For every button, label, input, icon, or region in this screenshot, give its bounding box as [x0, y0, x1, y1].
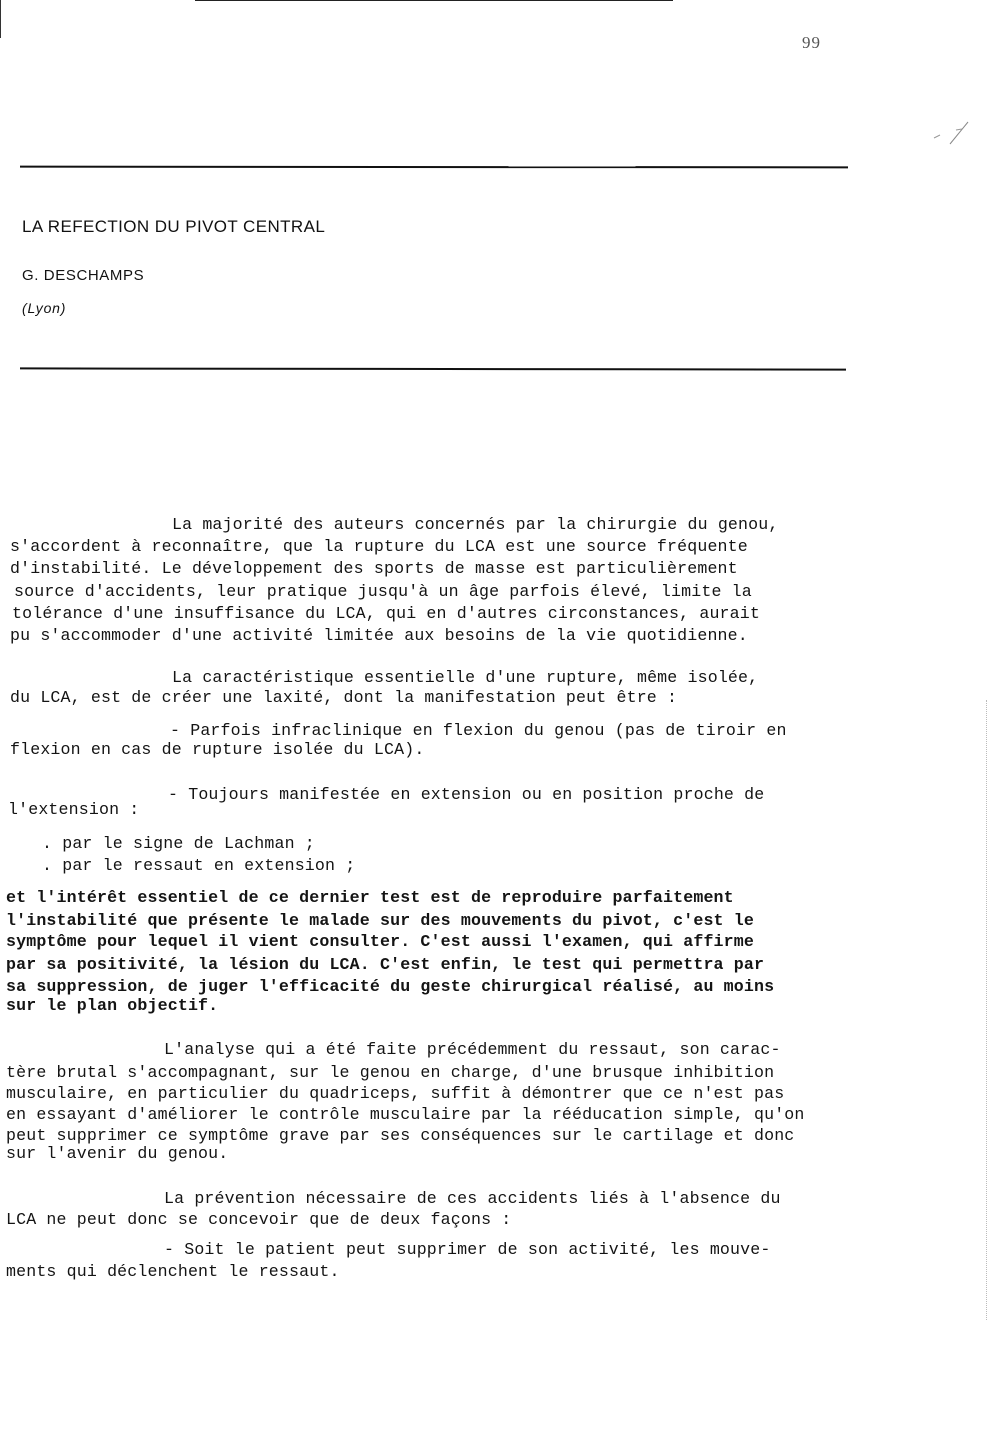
text-line: sa suppression, de juger l'efficacité du geste chirurgical réalisé, au moins — [6, 977, 775, 996]
text-line: LCA ne peut donc se concevoir que de deux façons : — [6, 1210, 512, 1229]
text-line: peut supprimer ce symptôme grave par ses conséquences sur le cartilage et donc — [6, 1126, 795, 1145]
text-line: L'analyse qui a été faite précédemment du ressaut, son carac- — [164, 1040, 781, 1059]
article-title: LA REFECTION DU PIVOT CENTRAL — [22, 217, 326, 236]
text-line: et l'intérêt essentiel de ce dernier test est de reproduire parfaitement — [6, 888, 734, 907]
text-line: flexion en cas de rupture isolée du LCA). — [10, 740, 425, 759]
text-line: du LCA, est de créer une laxité, dont la manifestation peut être : — [10, 688, 678, 707]
text-line: symptôme pour lequel il vient consulter. C'est aussi l'examen, qui affirme — [6, 932, 754, 951]
text-line: ments qui déclenchent le ressaut. — [6, 1262, 340, 1281]
text-line: - Toujours manifestée en extension ou en position proche de — [168, 785, 765, 804]
text-line: La prévention nécessaire de ces accidents liés à l'absence du — [164, 1189, 781, 1208]
author-name: G. DESCHAMPS — [22, 267, 145, 284]
list-item: . par le ressaut en extension ; — [42, 856, 356, 875]
text-line: - Parfois infraclinique en flexion du genou (pas de tiroir en — [170, 721, 787, 740]
scan-edge-artifact — [986, 700, 987, 1320]
text-line: s'accordent à reconnaître, que la rupture du LCA est une source fréquente — [10, 537, 748, 556]
text-line: sur le plan objectif. — [6, 996, 219, 1015]
text-line: l'instabilité que présente le malade sur des mouvements du pivot, c'est le — [6, 911, 754, 930]
text-line: - Soit le patient peut supprimer de son activité, les mouve- — [164, 1240, 771, 1259]
text-line: La majorité des auteurs concernés par la chirurgie du genou, — [172, 515, 779, 534]
text-line: sur l'avenir du genou. — [6, 1144, 229, 1163]
text-line: tère brutal s'accompagnant, sur le genou en charge, d'une brusque inhibition — [6, 1063, 775, 1082]
text-line: l'extension : — [8, 800, 140, 819]
page-number: 99 — [802, 33, 821, 52]
text-line: par sa positivité, la lésion du LCA. C'est enfin, le test qui permettra par — [6, 955, 765, 974]
text-line: tolérance d'une insuffisance du LCA, qui en d'autres circonstances, aurait — [12, 604, 760, 623]
list-item: . par le signe de Lachman ; — [42, 834, 315, 853]
text-line: musculaire, en particulier du quadriceps, suffit à démontrer que ce n'est pas — [6, 1084, 785, 1103]
text-line: La caractéristique essentielle d'une rupture, même isolée, — [172, 668, 759, 687]
text-line: pu s'accommoder d'une activité limitée aux besoins de la vie quotidienne. — [10, 626, 748, 645]
text-line: en essayant d'améliorer le contrôle musculaire par la rééducation simple, qu'on — [6, 1105, 805, 1124]
text-line: source d'accidents, leur pratique jusqu'à un âge parfois élevé, limite la — [14, 582, 752, 601]
text-line: d'instabilité. Le développement des sports de masse est particulièrement — [10, 559, 738, 578]
author-affiliation: (Lyon) — [22, 300, 67, 316]
